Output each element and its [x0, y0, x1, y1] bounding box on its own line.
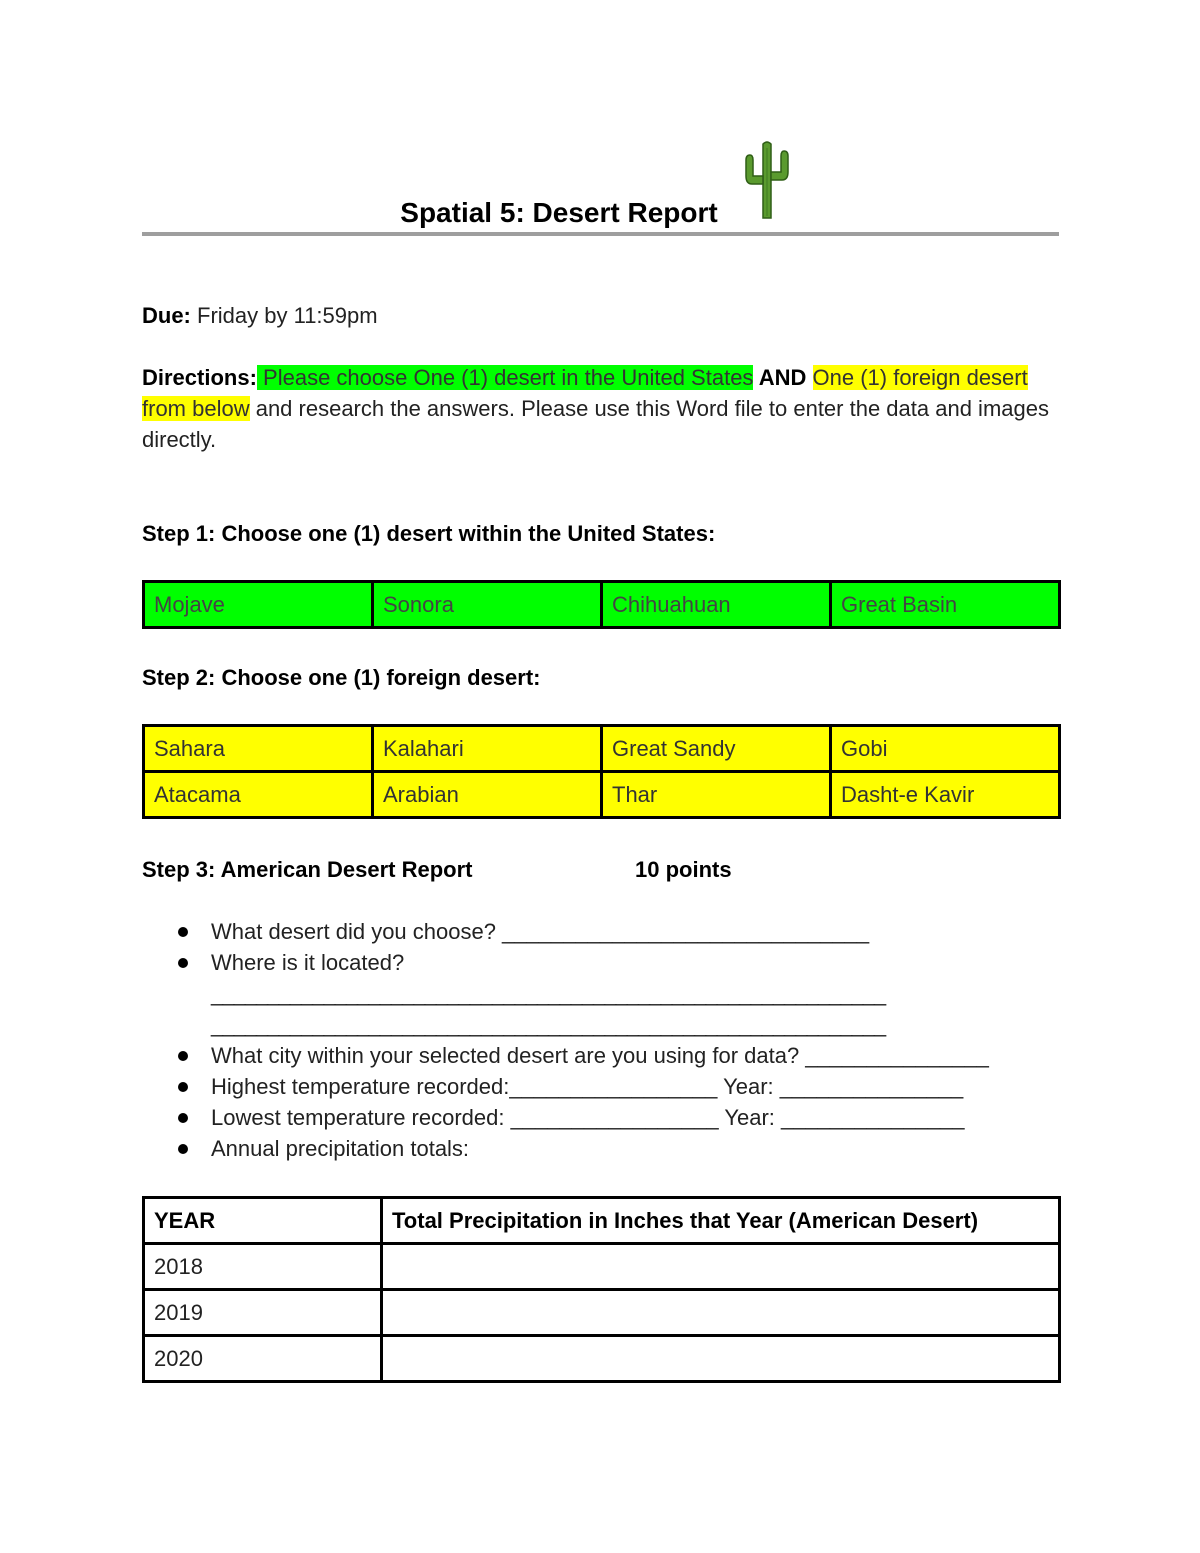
question-desert[interactable]: What desert did you choose? ______________________________ [211, 919, 870, 944]
question-city[interactable]: What city within your selected desert are you using for data? _______________ [211, 1043, 989, 1068]
due-label: Due: [142, 303, 191, 328]
foreign-desert-cell[interactable]: Arabian [373, 772, 602, 818]
year-cell: 2019 [144, 1290, 382, 1336]
bullet-icon [178, 1082, 188, 1092]
blank-line[interactable]: ____________________________________________________________ [211, 1012, 886, 1037]
directions-rest: and research the answers. Please use this Word file to enter the data and images directly. [142, 396, 1049, 452]
step3-heading: Step 3: American Desert Report [142, 857, 473, 882]
due-text: Friday by 11:59pm [190, 303, 378, 328]
list-item [178, 916, 1058, 947]
step3-points: 10 points [635, 857, 732, 882]
year-cell: 2018 [144, 1244, 382, 1290]
us-desert-cell[interactable]: Great Basin [831, 582, 1060, 628]
header-year: YEAR [144, 1198, 382, 1244]
precip-input-cell[interactable] [382, 1290, 1060, 1336]
bullet-icon [178, 1144, 188, 1154]
cactus-icon [742, 140, 792, 222]
bullet-icon [178, 927, 188, 937]
page-title: Spatial 5: Desert Report [400, 197, 718, 228]
step3-questions [178, 916, 1058, 1164]
foreign-desert-cell[interactable]: Thar [602, 772, 831, 818]
table-row [144, 726, 1060, 772]
table-row [144, 1336, 1060, 1382]
bullet-icon [178, 1051, 188, 1061]
title-block [142, 140, 1059, 240]
year-cell: 2020 [144, 1336, 382, 1382]
table-row [144, 1244, 1060, 1290]
table-row [144, 582, 1060, 628]
list-item [178, 947, 1058, 978]
list-item [178, 1133, 1058, 1164]
foreign-desert-cell[interactable]: Dasht-e Kavir [831, 772, 1060, 818]
table-header-row [144, 1198, 1060, 1244]
foreign-desert-cell[interactable]: Gobi [831, 726, 1060, 772]
title-divider [142, 232, 1059, 236]
directions-us-highlight: Please choose One (1) desert in the United States [256, 365, 754, 390]
table-row [144, 1290, 1060, 1336]
due-line [142, 300, 378, 331]
foreign-desert-cell[interactable]: Sahara [144, 726, 373, 772]
us-desert-cell[interactable]: Sonora [373, 582, 602, 628]
blank-line[interactable]: ____________________________________________________________ [211, 981, 886, 1006]
foreign-desert-cell[interactable]: Atacama [144, 772, 373, 818]
us-desert-table [142, 580, 1061, 629]
directions-foreign-highlight: One (1) foreign desert from below [142, 365, 1028, 421]
step1-heading: Step 1: Choose one (1) desert within the United States: [142, 521, 716, 546]
directions-label: Directions: [142, 365, 257, 390]
header-total: Total Precipitation in Inches that Year (American Desert) [382, 1198, 1060, 1244]
directions-and: AND [753, 365, 813, 390]
question-low-temp[interactable]: Lowest temperature recorded: _________________ Year: _______________ [211, 1105, 965, 1130]
foreign-desert-table [142, 724, 1061, 819]
list-item [178, 1071, 1058, 1102]
question-precip: Annual precipitation totals: [211, 1136, 470, 1161]
table-row [144, 772, 1060, 818]
precip-input-cell[interactable] [382, 1244, 1060, 1290]
us-desert-cell[interactable]: Chihuahuan [602, 582, 831, 628]
answer-line [178, 1009, 1058, 1040]
question-location: Where is it located? [211, 950, 405, 975]
foreign-desert-cell[interactable]: Kalahari [373, 726, 602, 772]
step2-heading: Step 2: Choose one (1) foreign desert: [142, 665, 541, 690]
foreign-desert-cell[interactable]: Great Sandy [602, 726, 831, 772]
answer-line [178, 978, 1058, 1009]
question-high-temp[interactable]: Highest temperature recorded:_________________ Year: _______________ [211, 1074, 964, 1099]
precipitation-table [142, 1196, 1061, 1383]
us-desert-cell[interactable]: Mojave [144, 582, 373, 628]
precip-input-cell[interactable] [382, 1336, 1060, 1382]
list-item [178, 1102, 1058, 1133]
list-item [178, 1040, 1058, 1071]
directions-paragraph [142, 362, 1062, 455]
bullet-icon [178, 1113, 188, 1123]
bullet-icon [178, 958, 188, 968]
